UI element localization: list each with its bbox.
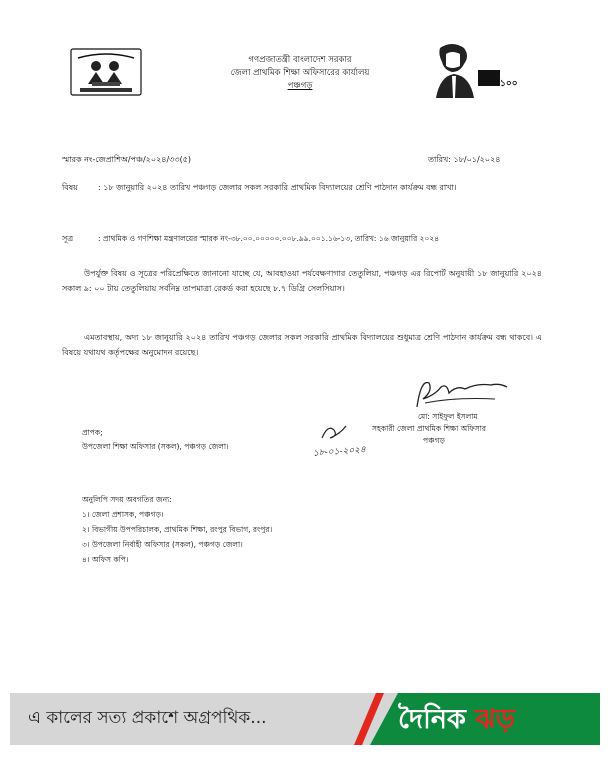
- banner-slogan: এ কালের সত্য প্রকাশে অগ্রপথিক...: [28, 708, 267, 728]
- recipient-block: [82, 426, 229, 454]
- signatory-name: মো: সাইফুল ইসলাম: [418, 412, 478, 421]
- newspaper-banner: [10, 693, 600, 745]
- reference-label: সূত্র: [62, 234, 74, 243]
- copies-block: [82, 492, 272, 567]
- handwritten-date: ১৮-০১-২০২৪: [312, 445, 367, 459]
- office-name: জেলা প্রাথমিক শিক্ষা অফিসারের কার্যালয়: [230, 68, 370, 78]
- copy-item: ২। বিভাগীয় উপপরিচালক, প্রাথমিক শিক্ষা, রংপুর বিভাগ, রংপুর।: [82, 525, 273, 534]
- body-paragraph-2: এমতাবস্থায়, অদ্য ১৮ জানুয়ারি ২০২৪ তারিখ পঞ্চগড় জেলার সকল সরকারি প্রাথমিক বিদ্যালয়ের শুধুমাত্র শ্রেণি পাঠদান কার্যক্রম বন্ধ থাকবে। এ বিষয়ে যথাযথ কর্তৃপক্ষের অনুমোদন রয়েছে।: [62, 333, 542, 357]
- centenary-number: ১০০: [500, 79, 518, 89]
- recipient-label: প্রাপক;: [82, 428, 103, 437]
- initial-scribble-icon: [318, 420, 348, 444]
- signatory-title: সহকারী জেলা প্রাথমিক শিক্ষা অফিসার: [372, 424, 487, 433]
- recipient-name: উপজেলা শিক্ষা অফিসার (সকল), পঞ্চগড় জেলা।: [82, 442, 229, 451]
- subject-text: : ১৮ জানুয়ারি ২০২৪ তারিখ পঞ্চগড় জেলার সকল সরকারি প্রাথমিক বিদ্যালয়ের শ্রেণি পাঠদান কার্যক্রম বন্ধ রাখা।: [98, 183, 457, 192]
- portrait-icon: [430, 40, 518, 100]
- government-name: গণপ্রজাতন্ত্রী বাংলাদেশ সরকার: [248, 55, 352, 65]
- office-location: পঞ্চগড়: [287, 81, 313, 91]
- subject-label: বিষয়: [62, 183, 78, 192]
- copy-item: ৩। উপজেলা নির্বাহী অফিসার (সকল), পঞ্চগড় জেলা।: [82, 540, 243, 549]
- copy-item: ৪। অফিস কপি।: [82, 555, 129, 564]
- letterhead: [200, 54, 400, 93]
- newspaper-brand: [398, 699, 515, 744]
- reference-text: : প্রাথমিক ও গণশিক্ষা মন্ত্রণালয়ের স্মারক নং-৩৮.০০.০০০০০.০০৮.৯৯.০০১.১৬-১৩, তারিখ: ১৬ জানুয়ারি ২০২৪: [98, 234, 440, 243]
- memo-date: তারিখ: ১৮/০১/২০২৪: [428, 155, 501, 164]
- brand-accent: ঝড়: [475, 704, 515, 735]
- mujib-centenary-logo: [430, 40, 518, 100]
- body-paragraph-1: উপর্যুক্ত বিষয় ও সূত্রের পরিপ্রেক্ষিতে জানানো যাচ্ছে যে, আবহাওয়া পর্যবেক্ষণাগার তেতুলিয়া, পঞ্চগড় এর রিপোর্ট অনুযায়ী ১৮ জানুয়ারি ২০২৪ সকাল ৯: ০০ টায় তেতুলিয়ায় সর্বনিম্ন তাপমাত্রা রেকর্ড করা হয়েছে ৮.৭ ডিগ্রি সেলসিয়াস।: [62, 269, 542, 293]
- memo-number: স্মারক নং-জেপ্রাশিঅ/পঞ্চ/২০২৪/৩৩(৫): [62, 155, 192, 164]
- primary-education-logo-icon: [70, 48, 142, 96]
- copies-heading: অনুলিপি সদয় অবগতির জন্য:: [82, 495, 172, 504]
- copy-item: ১। জেলা প্রশাসক, পঞ্চগড়।: [82, 510, 164, 519]
- signatory-place: পঞ্চগড়: [423, 436, 445, 445]
- signature-scribble-icon: [395, 373, 515, 413]
- brand-main: দৈনিক: [398, 704, 466, 735]
